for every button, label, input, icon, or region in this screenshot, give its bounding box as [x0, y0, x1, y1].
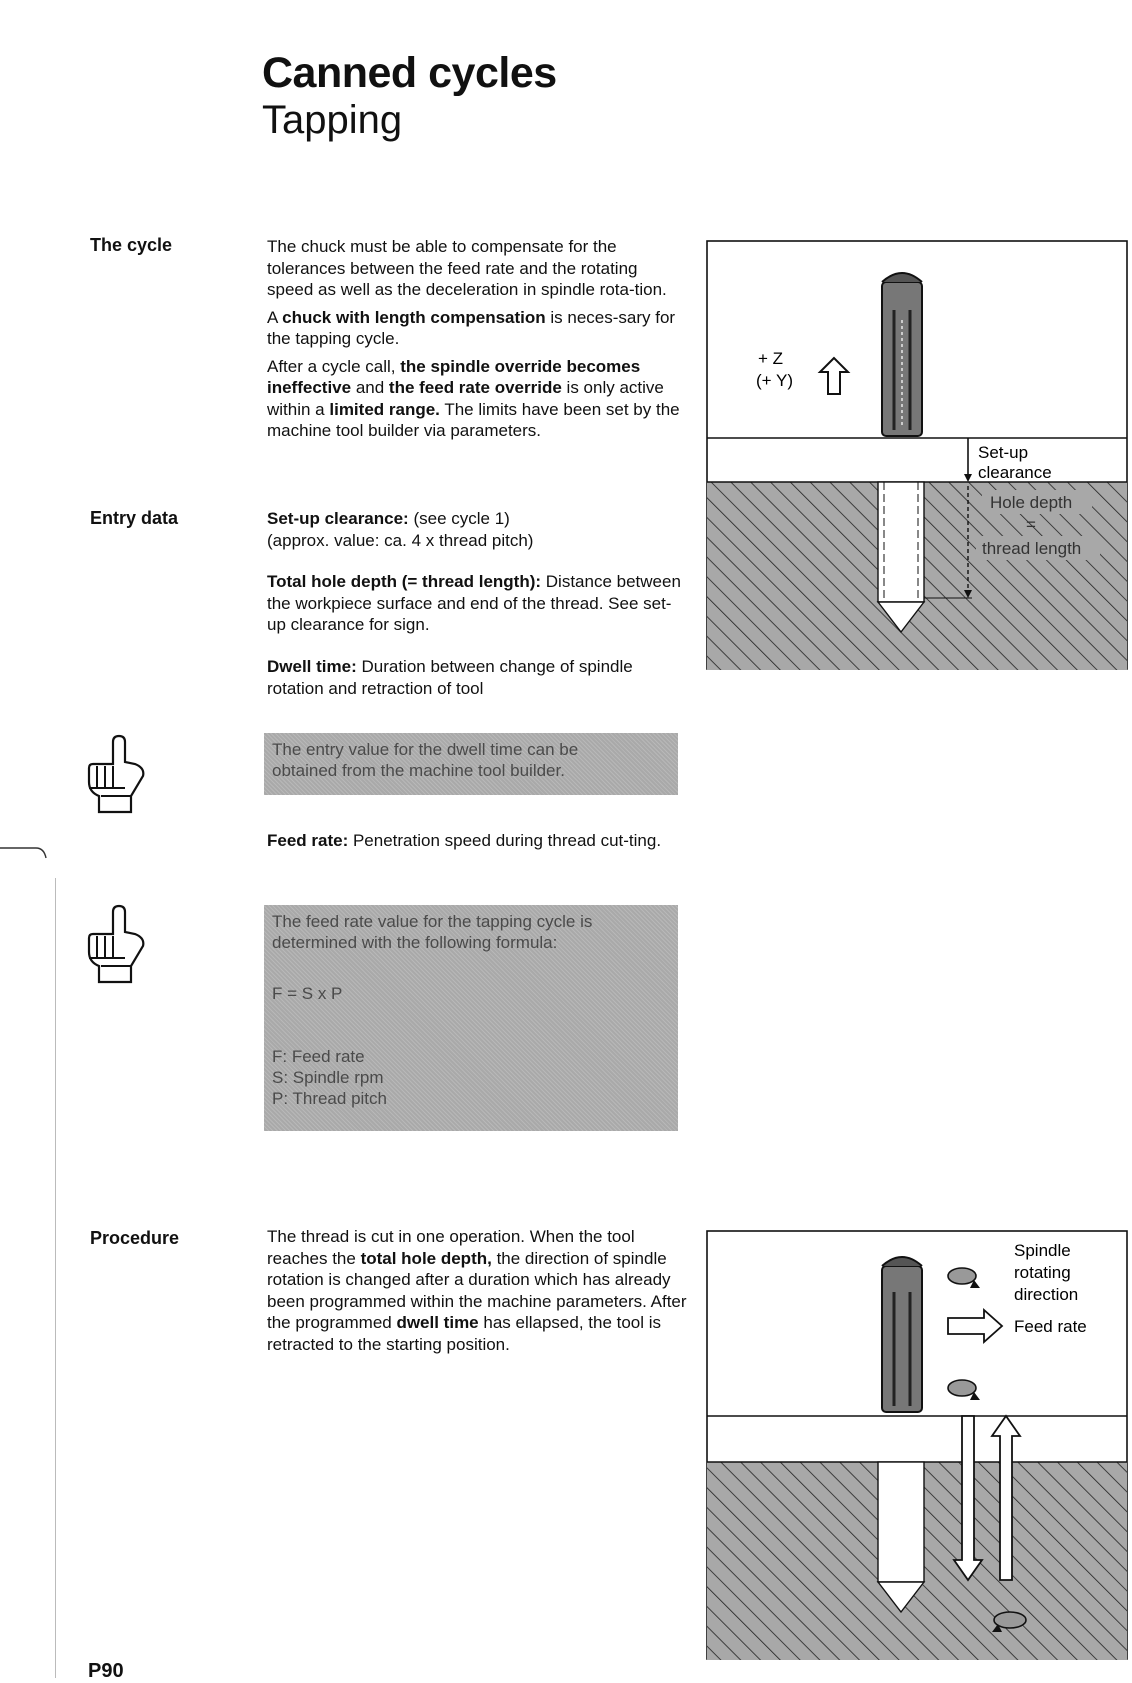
section-label-entry: Entry data [90, 508, 179, 528]
text: is only active within a [267, 378, 664, 419]
bold-text: dwell time [396, 1313, 479, 1332]
cycle-paragraph-1: The chuck must be able to compensate for the tolerances between the feed rate and the rotating speed as well as the deceleration in spindle rota-tion. [267, 237, 667, 299]
bold-text: the feed rate override [388, 378, 562, 397]
note-line: The feed rate value for the tapping cycle is [272, 912, 593, 931]
tapping-diagram [706, 240, 1128, 670]
formula: F = S x P [272, 984, 343, 1003]
note-line: obtained from the machine tool builder. [272, 761, 565, 780]
bold-text: the spindle override becomes ineffective [267, 356, 641, 397]
text: has ellapsed, the tool is retracted to the starting position. [267, 1313, 662, 1354]
text: is neces-sary for the tapping cycle. [267, 307, 676, 348]
entry-setup [267, 508, 687, 551]
text: Duration between change of spindle rotation and retraction of tool [267, 657, 633, 698]
section-label-cycle: The cycle [90, 235, 173, 255]
drilled-hole [878, 1462, 924, 1582]
note-line: The entry value for the dwell time can be [272, 740, 579, 759]
formula-legend: P: Thread pitch [272, 1089, 387, 1108]
cycle-paragraph-2 [267, 307, 687, 350]
binding-line [55, 878, 56, 1678]
bold-text: Dwell time: [267, 657, 357, 676]
tap-tool [882, 1257, 922, 1412]
tap-tool [882, 273, 922, 436]
text: After a cycle call, [267, 356, 401, 376]
procedure-diagram [706, 1230, 1128, 1660]
bold-text: Set-up clearance: [267, 509, 409, 528]
formula-legend: S: Spindle rpm [272, 1068, 384, 1087]
bold-text: limited range. [329, 399, 440, 419]
drilled-hole [878, 482, 924, 602]
text: A [267, 307, 283, 327]
text: (approx. value: ca. 4 x thread pitch) [267, 530, 534, 550]
cycle-paragraph-3 [267, 356, 687, 442]
entry-dwell [267, 656, 687, 699]
label-feed: Feed rate [1014, 1317, 1087, 1336]
procedure-text [267, 1226, 687, 1355]
binding-mark [0, 838, 52, 878]
pointing-hand-icon [85, 900, 153, 986]
label-setup-1: Set-up [978, 443, 1029, 462]
label-hole-2: = [1026, 515, 1036, 534]
text: Penetration speed during thread cut-ting. [348, 831, 662, 850]
text: and [351, 378, 389, 397]
text: (see cycle 1) [408, 509, 510, 528]
note-feed-formula [264, 905, 678, 1131]
section-label-procedure: Procedure [90, 1228, 180, 1248]
entry-depth [267, 571, 687, 636]
label-spindle-1: Spindle [1014, 1241, 1071, 1260]
note-dwell [264, 733, 678, 795]
label-z: + Z [758, 349, 784, 368]
entry-feed [267, 830, 687, 852]
bold-text: chuck with length compensation [282, 307, 546, 327]
note-line: determined with the following formula: [272, 933, 558, 952]
cycle-text [267, 236, 687, 448]
label-setup-2: clearance [978, 463, 1052, 482]
text: Distance between the workpiece surface and end of the thread. See set-up clearance for sign. [267, 572, 681, 634]
pointing-hand-icon [85, 730, 153, 816]
text: the direction of spindle rotation is changed after a duration which has already been programmed within the machine parameters. After the programmed [267, 1248, 687, 1332]
label-spindle-3: direction [1014, 1285, 1079, 1304]
label-hole-1: Hole depth [990, 493, 1073, 512]
bold-text: Total hole depth (= thread length): [267, 572, 542, 591]
label-spindle-2: rotating [1014, 1263, 1071, 1282]
text: The limits have been set by the machine tool builder via parameters. [267, 399, 680, 440]
page-title: Canned cycles [262, 49, 557, 97]
bold-text: Feed rate: [267, 831, 349, 850]
page-number: P90 [88, 1660, 124, 1682]
label-y: (+ Y) [756, 371, 794, 390]
label-hole-3: thread length [982, 539, 1082, 558]
text: The thread is cut in one operation. When the tool reaches the [267, 1227, 635, 1268]
formula-legend: F: Feed rate [272, 1047, 365, 1066]
page-subtitle: Tapping [262, 98, 403, 142]
bold-text: total hole depth, [360, 1248, 492, 1268]
